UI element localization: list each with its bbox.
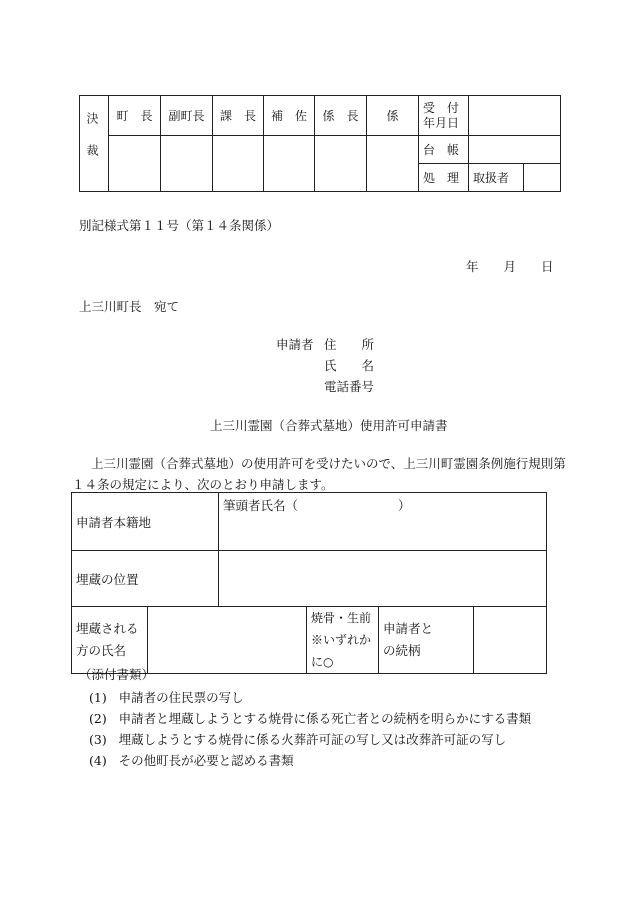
applicant-phone-label: 電話番号 bbox=[324, 379, 375, 394]
seal-subsection-chief[interactable] bbox=[315, 136, 367, 192]
relation-value[interactable] bbox=[474, 607, 547, 674]
decision-label-cell bbox=[80, 96, 109, 192]
attachment-number: (4) bbox=[89, 753, 107, 768]
attachment-item bbox=[89, 709, 531, 727]
seal-assistant[interactable] bbox=[264, 136, 315, 192]
seal-mayor[interactable] bbox=[109, 136, 161, 192]
seal-deputy-mayor[interactable] bbox=[161, 136, 213, 192]
attachment-text: 埋蔵しようとする焼骨に係る火葬許可証の写し又は改葬許可証の写し bbox=[118, 732, 507, 747]
burial-position-value[interactable] bbox=[219, 551, 547, 607]
domicile-value-cell[interactable] bbox=[219, 493, 547, 551]
applicant-heading: 申請者 bbox=[276, 337, 314, 352]
addressee: 上三川町長 宛て bbox=[79, 299, 180, 314]
role-section-chief: 課 長 bbox=[213, 96, 264, 136]
attachment-item bbox=[89, 730, 506, 748]
ledger-label: 台 帳 bbox=[419, 136, 469, 164]
ledger-value[interactable] bbox=[469, 136, 561, 164]
attachment-number: (1) bbox=[89, 690, 107, 705]
applicant-name-label: 氏 名 bbox=[324, 358, 375, 373]
attachment-text: その他町長が必要と認める書類 bbox=[118, 753, 294, 768]
role-mayor: 町 長 bbox=[109, 96, 161, 136]
domicile-label-cell bbox=[72, 493, 219, 551]
burial-position-label-cell bbox=[72, 551, 219, 607]
deceased-name-value[interactable] bbox=[148, 607, 307, 674]
role-deputy-mayor: 副町長 bbox=[161, 96, 213, 136]
applicant-address-label: 住 所 bbox=[324, 337, 375, 352]
seal-staff[interactable] bbox=[367, 136, 419, 192]
handler-value[interactable] bbox=[524, 164, 561, 192]
body-text-line2: １４条の規定により、次のとおり申請します。 bbox=[72, 477, 334, 492]
head-of-family-label: 筆頭者氏名（ ） bbox=[223, 498, 411, 513]
seal-section-chief[interactable] bbox=[213, 136, 264, 192]
approval-table bbox=[79, 95, 561, 192]
deceased-name-label: 埋蔵される 方の氏名 bbox=[72, 607, 148, 674]
attachment-number: (2) bbox=[89, 711, 107, 726]
processing-label: 処 理 bbox=[419, 164, 469, 192]
body-text-line1: 上三川霊園（合葬式墓地）の使用許可を受けたいので、上三川町霊園条例施行規則第 bbox=[91, 456, 566, 471]
relation-label: 申請者と の続柄 bbox=[379, 607, 474, 674]
form-number: 別記様式第１１号（第１４条関係） bbox=[79, 218, 280, 233]
decision-label: 決裁 bbox=[85, 111, 99, 176]
reception-date-value[interactable] bbox=[469, 96, 561, 136]
role-assistant: 補 佐 bbox=[264, 96, 315, 136]
bone-type-label: 焼骨・生前 ※いずれかに○ bbox=[307, 607, 379, 674]
attachment-number: (3) bbox=[89, 732, 107, 747]
role-subsection-chief: 係 長 bbox=[315, 96, 367, 136]
handler-label: 取扱者 bbox=[469, 164, 524, 192]
attachment-text: 申請者の住民票の写し bbox=[118, 690, 244, 705]
attachment-item bbox=[89, 688, 244, 706]
reception-date-label: 受 付 年月日 bbox=[419, 96, 469, 136]
date-line: 年 月 日 bbox=[466, 259, 554, 274]
burial-position-label: 埋蔵の位置 bbox=[76, 571, 139, 587]
attachment-item bbox=[89, 751, 294, 769]
domicile-label: 申請者本籍地 bbox=[76, 514, 152, 530]
attachments-heading: （添付書類） bbox=[79, 667, 155, 682]
role-staff: 係 bbox=[367, 96, 419, 136]
page-title: 上三川霊園（合葬式墓地）使用許可申請書 bbox=[210, 418, 448, 433]
attachment-text: 申請者と埋蔵しようとする焼骨に係る死亡者との続柄を明らかにする書類 bbox=[118, 711, 532, 726]
application-table bbox=[71, 492, 547, 674]
